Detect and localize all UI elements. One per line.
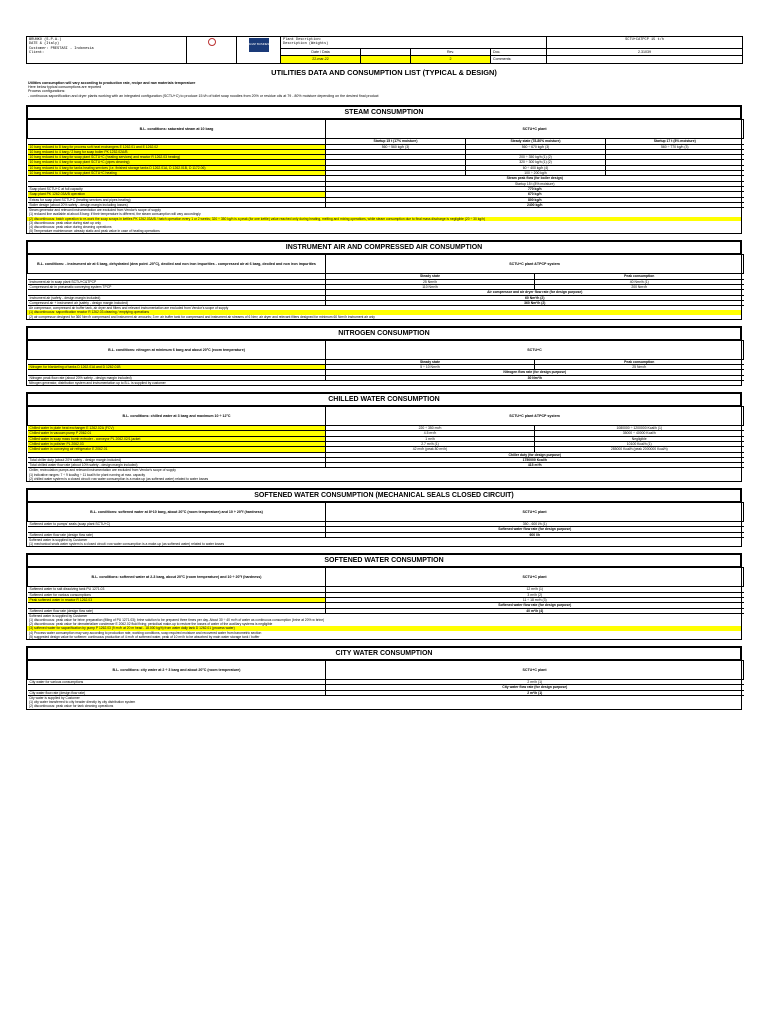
design-value: 670 kg/h (326, 192, 744, 197)
design-label: Soap plant PK 1262.03A/B operation (28, 192, 326, 197)
col-label-date: Date / Data (281, 48, 361, 55)
consumption-value: 42 m³/h (peak 80 m³/h) (326, 447, 535, 452)
design-label: Soap plant SCTU+C at full capacity (28, 186, 326, 191)
consumption-label: 10 barg reduced to 4 barg for soap plant SCTU+C heating (28, 171, 326, 176)
bl-conditions: B.L. conditions: chilled water at 3 barg and maximum 10 ÷ 12°C (28, 407, 326, 426)
footnote: (2) discontinuous: peak value for tank cleaning operations (29, 704, 114, 709)
consumption-value: 1 m³/h (326, 436, 535, 441)
consumption-value: 12 m³/h (1) (326, 587, 744, 592)
design-label: City water flow rate (design flow rate) (28, 690, 326, 695)
consumption-label: City water for various consumptions (28, 680, 326, 685)
design-subheader: Startup 15 t (8% moisture) (326, 181, 744, 186)
design-value: 600 l/h (326, 532, 744, 537)
consumption-value: 11 ÷ 18 m³/h (3) (326, 597, 744, 602)
conditions-row (28, 255, 744, 274)
consumption-label: 10 barg reduced to 4 barg / 2 barg for soap boiler PK 1252.02A/B (28, 149, 326, 154)
section-title: SOFTENED WATER CONSUMPTION (27, 554, 741, 567)
col-label-rev: Rev. (411, 48, 491, 55)
company-line: Customer: PRESTASI - Indonesia (29, 46, 94, 51)
consumption-value: 60 ÷ 400 kg/h (4) (466, 165, 606, 170)
consumption-value: 350 - 600 l/h (1) (326, 522, 744, 527)
col-label-doc: Doc. (491, 48, 547, 55)
soft1-section (26, 488, 742, 547)
design-value: 415 m³/h (326, 463, 744, 468)
design-value: 60 Nm³/h (2) (326, 295, 744, 300)
intro-line: - continuous saponification and dryer plants working with an integrated configuration (SCTU+C) to produce 15 t/h of toilet soap noodles from 20% or residue oils at 79 - 80% moisture depending on the desired final product (28, 93, 379, 98)
plant-description: Plant Description: Description (Weights) (281, 37, 547, 49)
plant-label: SCTU+C plant (326, 661, 744, 680)
bl-conditions: B.L. conditions: softened water at 8÷10 barg, about 20°C (room temperature) and 10 ÷ 20°f (hardness) (28, 503, 326, 522)
intro-line: Here below typical consumptions are reported (28, 85, 102, 90)
subcolumn-header: Startup 15 t (17% moisture) (326, 139, 466, 144)
conditions-row (28, 407, 744, 426)
footnote: Softened water is supplied by Customer (29, 613, 88, 618)
consumption-value: 200 Nm³/h (535, 284, 744, 289)
design-header: Softened water flow rate (for design purpose) (326, 527, 744, 532)
consumption-value: Negligible (535, 436, 744, 441)
footnote: (2) discontinuous: peak value for dematerializer condenser E 2062.02 fluid fixing; periodical make-up to restore the losses of water of the auxiliary systems is negligible (29, 622, 273, 627)
bl-conditions: B.L. conditions: saturated steam at 10 barg (28, 120, 326, 139)
city-section (26, 646, 742, 710)
air-table (27, 254, 744, 306)
consumption-value: 10100 Kcal/h (1) (535, 442, 744, 447)
design-header: Nitrogen flow rate (for design purpose) (326, 370, 744, 375)
section-title: CHILLED WATER CONSUMPTION (27, 393, 741, 406)
consumption-label: Chilled water in soap mass bomb extruder - conveyor PL 2062.02/1 jacket (28, 436, 326, 441)
design-row (28, 202, 744, 207)
design-value: 2400 kg/h (326, 202, 744, 207)
comments-label: Comments: (491, 56, 547, 63)
footnote: Softened water is supplied by Customer (29, 537, 88, 542)
nitrogen-table (27, 340, 744, 381)
bl-conditions: B.L. conditions: softened water at 2-3 barg, about 20°C (room temperature) and 10 ÷ 20°f (hardness) (28, 568, 326, 587)
consumption-value: 560 ÷ 560 kg/h (3) (326, 144, 466, 149)
footnote: (1) discontinuous: peak value for brine preparation (filling of PU 1271.03); brine solution to be prepared three times per day. About 30 ÷ 40 m³/h of water as continuous consumption (brine at 20% w brine) (29, 618, 325, 623)
plant-label: SCTU+C plant (326, 120, 744, 139)
steam-section (26, 105, 742, 234)
soft2-section (26, 553, 742, 640)
bl-conditions: B.L. conditions: nitrogen at minimum 6 barg and about 20°C (room temperature) (28, 340, 326, 359)
company-line: BRUNKO (S.P.A.) (29, 38, 62, 42)
consumption-value: 3 m³/h (2) (326, 592, 744, 597)
consumption-value: 2.7 m³/h (1) (326, 442, 535, 447)
design-row (28, 375, 744, 380)
consumption-label: 10 barg reduced to 4 barg for soap plant SCTU+C (heating services) and reactor R 1262.03 heating) (28, 155, 326, 160)
consumption-label: Chilled water in conveying air refrigerator E 2062.01 (28, 447, 326, 452)
conditions-row (28, 568, 744, 587)
design-label: Boiler design (about 20% safety - design margin including losses) (28, 202, 326, 207)
section-title: STEAM CONSUMPTION (27, 106, 741, 119)
footnote: (1) discontinuous: saponification reactor R 1262.03 cleaning / emptying operations (27, 310, 741, 314)
design-label: Total chiller duty (about 20% safety - design margin included) (28, 457, 326, 462)
consumption-label: Nitrogen for blanketing of tanks D 1262.01A and D 1262.01B (28, 365, 326, 370)
page-title: UTILITIES DATA AND CONSUMPTION LIST (TYPICAL & DESIGN) (271, 67, 497, 77)
consumption-label: Compressed air in pneumatic conveying system TPCP (28, 284, 326, 289)
footnote: (2) discontinuous: batch operation to re-work the soap scraps in kettles PK 1262.03A/B / batch operation every 1 or 2 weeks; 320 ÷ 350 kg/h is a peak (for one kettle) value reached only during heating, melting and mixing operations, while steam consumption due to final mass discharge is negligible (20 ÷ 30 kg/h) (27, 217, 741, 221)
consumption-label: Softened water to pumps' seals (soap plant SCTU+C) (28, 522, 326, 527)
consumption-value: 320 ÷ 300 kg/h (1) (2) (466, 160, 606, 165)
design-header: Chiller duty (for design purpose) (326, 452, 744, 457)
conditions-row (28, 661, 744, 680)
doc-value: 2.31039 (547, 48, 743, 55)
soap-business-logo: SOAP BUSINESS (249, 38, 269, 52)
logo-left (187, 37, 237, 64)
consumption-value: 2 m³/h (1) (326, 680, 744, 685)
consumption-value: 110 Nm³/h (326, 284, 535, 289)
footnote: (1) indicative ranges: 7 ÷ 9 kcal/kg ÷ 11 kcal/h for plant running at max. capacity (29, 472, 146, 477)
footnote: (2) chilled water system is a closed circuit: row water consumption is a make-up (as softened water) related to water losses (29, 476, 209, 481)
design-row (28, 532, 744, 537)
sections-container (26, 105, 742, 715)
subcolumn-header: Steady state (78-80% moisture) (466, 139, 606, 144)
footnote: Air compressor, compressed air buffer tank, air dryer and filters and relevant instrumentation are excluded from Vendor's scope of supply (29, 306, 229, 311)
footnote: (5) Temperature maintenance: already static and peak value in case of heating operations (29, 229, 160, 234)
intro-line: Process configurations: (28, 89, 66, 94)
consumption-value: 5 ÷ 10 Nm³/h (326, 365, 535, 370)
consumption-label: Softened water to salt dissolving tank PU 1271.03 (28, 587, 326, 592)
logo-right (237, 37, 281, 64)
code-value: SCTU+CATPCP 15 t/h (547, 37, 743, 49)
section-title: INSTRUMENT AIR AND COMPRESSED AIR CONSUMPTION (27, 241, 741, 254)
conditions-row (28, 340, 744, 359)
bl-conditions: B.L. conditions: - instrument air at 6 barg, dehydrated (dew point -20°C), deoiled and non iron impurities - compressed air at 6 barg, deoiled and non iron impurities (28, 255, 326, 274)
design-header: Softened water flow rate (for design purpose) (326, 603, 744, 608)
subcolumn-header: Steady state (326, 359, 535, 364)
consumption-label: Chilled water in plate heat exchanger E 1262.02A (FCV) (28, 426, 326, 431)
section-title: NITROGEN CONSUMPTION (27, 327, 741, 340)
bl-conditions: B.L. conditions: city water at 2 ÷ 3 barg and about 20°C (room temperature) (28, 661, 326, 680)
intro-line: Utilities consumption will vary according to production rate, recipe and raw materials temperature (28, 80, 196, 85)
footnote: (3) discontinuous: peak value during start up only (29, 220, 101, 225)
consumption-label: 10 barg reduced to 4 barg for tanks heating services (i.e. finished storage tanks D 1262.01A, D 1262.01B, D 1172.06) (28, 165, 326, 170)
plant-label: SCTU+C plant &TPCP system (326, 255, 744, 274)
design-header: Air compressor and air dryer flow rate (for design purpose) (326, 290, 744, 295)
consumption-value: 1080000 ÷ 1200000 Kcal/h (1) (535, 426, 744, 431)
consumption-label: Peak softened water in reactor R 1262.03 (28, 597, 326, 602)
design-value: 1750000 Kcal/h (326, 457, 744, 462)
footnote: (3) softened water for saponification by pump P 1262.03 (9 m³/h at 20 m head - 18.000 kg/h) from water daily tank D 1262.01 (process water) (27, 626, 741, 630)
company-line: DATE & (Italy) (29, 42, 60, 47)
design-label: Nitrogen peak flow rate (about 20% safety - design margin included) (28, 375, 326, 380)
soft1-table (27, 502, 744, 538)
plant-label: SCTU+C plant &TPCP system (326, 407, 744, 426)
consumption-value: 560 ÷ 770 kg/h (3) (606, 144, 744, 149)
conditions-row (28, 503, 744, 522)
design-value: 30 Nm³/h (326, 375, 744, 380)
subcolumn-header: Peak consumption (535, 359, 744, 364)
design-value: 2 m³/h (1) (326, 690, 744, 695)
consumption-label: Instrument air in soap plant SCTU+C&TPCP (28, 279, 326, 284)
consumption-value: 25 Nm³/h (326, 279, 535, 284)
design-value: 770 kg/h (326, 186, 744, 191)
air-section (26, 240, 742, 319)
design-row (28, 463, 744, 468)
conditions-row (28, 120, 744, 139)
consumption-value: 285000 Kcal/h (peak 2000000 Kcal/h) (535, 447, 744, 452)
consumption-label: 10 barg reduced to 4 barg for soap plant SCTU+C (pipes cleaning) (28, 160, 326, 165)
footnote: Chiller, recirculation pumps and relevant instrumentation are excluded from Vendor's scope of supply (29, 468, 176, 473)
soft2-table (27, 567, 744, 613)
design-label: Softened water flow rate (design flow rate) (28, 532, 326, 537)
company-line: Client: (29, 51, 45, 56)
consumption-value: 4.5 m³/h (326, 431, 535, 436)
design-label: Compressed air + instrument air (safety - design margin included) (28, 300, 326, 305)
design-header: City water flow rate (for design purpose) (326, 685, 744, 690)
utilities-sheet (26, 36, 742, 716)
consumption-label: Chilled water in polisher PL 2062.03 (28, 442, 326, 447)
consumption-value: 25 Nm³/h (535, 365, 744, 370)
footnote: Steam generator and relevant instrumentation are excluded from Vendor's scope of supply (29, 208, 161, 213)
section-title: SOFTENED WATER CONSUMPTION (MECHANICAL SEALS CLOSED CIRCUIT) (27, 489, 741, 502)
chilled-table (27, 406, 744, 468)
consumption-value: 200 ÷ 350 kg/h (1) (2) (466, 155, 606, 160)
design-label: Total chilled water flow rate (about 10% safety - design margin included) (28, 463, 326, 468)
design-value: 800 kg/h (326, 197, 744, 202)
design-header: Steam peak flow (for boiler design) (326, 176, 744, 181)
city-table (27, 660, 744, 696)
section-title: CITY WATER CONSUMPTION (27, 647, 741, 660)
consumption-value: 40 Nm³/h (1) (535, 279, 744, 284)
subcolumn-header: Steady state (326, 274, 535, 279)
design-row (28, 608, 744, 613)
design-label: Softened water flow rate (design flow rate) (28, 608, 326, 613)
nitrogen-section (26, 326, 742, 386)
consumption-label: Softened water for various consumptions (28, 592, 326, 597)
rev-value: 2 (411, 56, 491, 63)
document-header (26, 36, 743, 64)
footnote: (1) city water transferred to city header directly by city distribution system (29, 700, 136, 705)
design-value: 360 Nm³/h (2) (326, 300, 744, 305)
footnote: (2) air compressor designed for 360 Nm³/h compressed and instrument air amounts; 3 m³ air buffer tank for compressed and instrument air streams of 6 Nm³; air dryer and relevant filters designed for minimum 60 Nm³/h instrument air only (29, 314, 375, 319)
plant-label: SCTU+C (326, 340, 744, 359)
footnote: (5) suggested design value for softener: continuous production of 4 m³/h of softened water, peak of 10 m³/h to be absorbed by main water storage tank / buffer (29, 634, 260, 639)
intro-block (26, 80, 742, 100)
consumption-label: Chilled water in vacuum pump P 2062.01 (28, 431, 326, 436)
plant-label: SCTU+C plant (326, 503, 744, 522)
footnote: (4) discontinuous: peak value during cleaning operations (29, 224, 112, 229)
design-row (28, 300, 744, 305)
chilled-section (26, 392, 742, 482)
subcolumn-header: Peak consumption (535, 274, 744, 279)
footnote: (1) mechanical seals water system is a closed circuit: row water consumption is a make-up (as softened water) related to water losses (29, 542, 225, 547)
design-row (28, 690, 744, 695)
footnote: City water is supplied by Customer (29, 695, 80, 700)
consumption-value: 560 ÷ 670 kg/h (3) (466, 144, 606, 149)
consumption-value: 100 ÷ 200 kg/h (466, 171, 606, 176)
consumption-value: 220 ÷ 350 m³/h (326, 426, 535, 431)
subcolumn-header: Startup 17 t (8% moisture) (606, 139, 744, 144)
footnote: (4) Process water consumption may vary according to production rate, working conditions, soap required moisture and recovered water from barometric section (29, 630, 262, 635)
consumption-label: 10 barg reduced to 8 barg for process soft heat exchangers E 1262.01 and E 1262.02 (28, 144, 326, 149)
consumption-value: 35000 ÷ 40000 Kcal/h (535, 431, 744, 436)
brand-logo-icon (208, 38, 216, 46)
company-info (27, 37, 187, 64)
design-value: 40 m³/h (4) (326, 608, 744, 613)
design-label: Instrument air (safety - design margin included) (28, 295, 326, 300)
design-label: Extras for soap plant SCTU+C (heating services and pipes heating) (28, 197, 326, 202)
plant-label: SCTU+C plant (326, 568, 744, 587)
footnote: (1) reduced line available at about 8 barg: if their temperature is different, the steam consumption will vary accordingly (29, 212, 201, 217)
footnote: Nitrogen generator, distribution system and instrumentation up to B.L. is supplied by customer (29, 380, 166, 385)
date-value: 22-mar-22 (281, 56, 361, 63)
steam-table (27, 119, 744, 208)
